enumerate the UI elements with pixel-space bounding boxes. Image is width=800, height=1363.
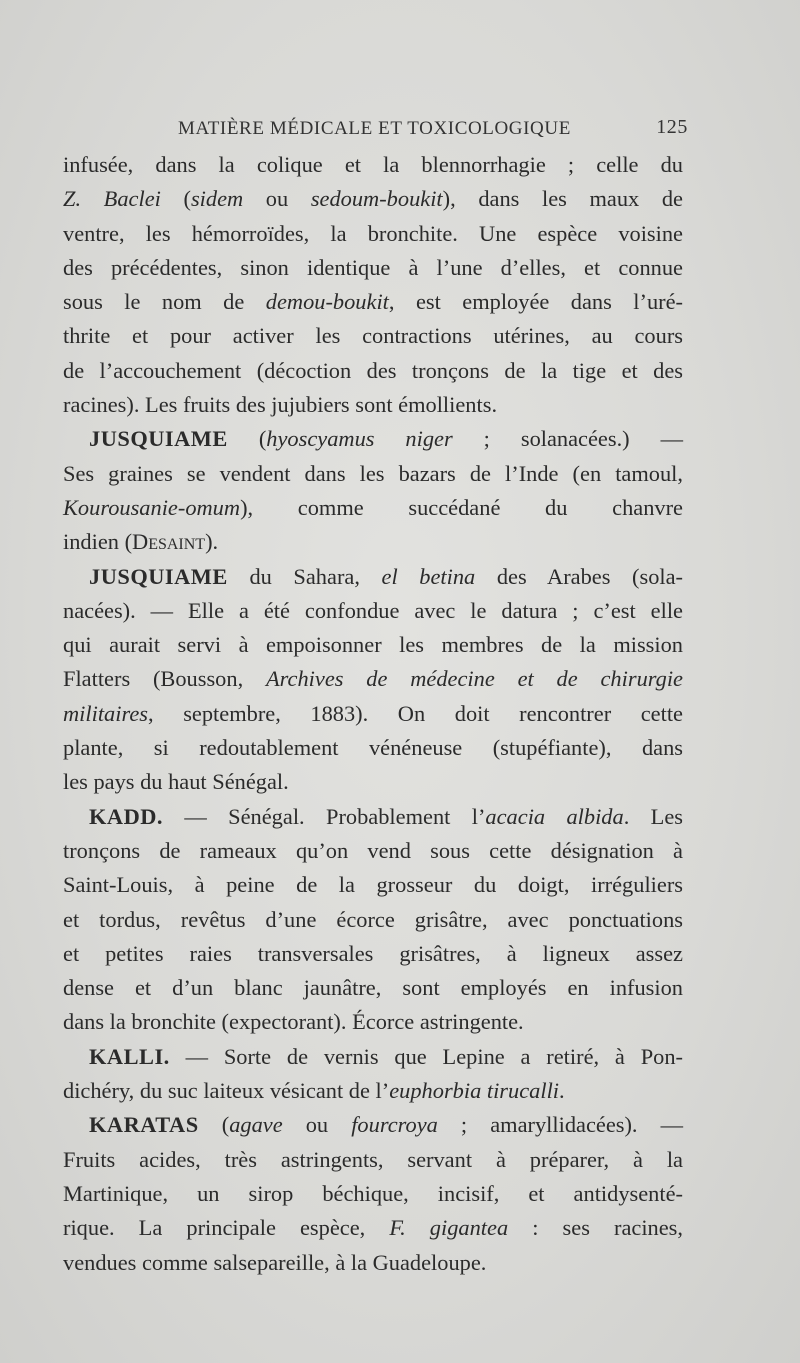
entry-headword: KADD.	[89, 803, 164, 829]
text-line: et tordus, revêtus d’une écorce grisâtre, avec ponctuations	[63, 906, 683, 932]
text-line: Kourousanie-omum), comme succédané du chanvre	[63, 494, 683, 520]
entry-headword: KARATAS	[89, 1112, 199, 1138]
text-line: plante, si redoutablement vénéneuse (stupéfiante), dans	[63, 735, 683, 761]
text-line: nacées). — Elle a été confondue avec le datura ; c’est elle	[63, 597, 683, 623]
entry-jusquiame-sahara: JUSQUIAME du Sahara, el betina des Arabes (sola-	[89, 563, 684, 589]
entry-headword: KALLI.	[89, 1043, 170, 1069]
entry-headword: JUSQUIAME	[89, 426, 228, 452]
text-line: militaires, septembre, 1883). On doit rencontrer cette	[63, 700, 683, 726]
text-line: dichéry, du suc laiteux vésicant de l’euphorbia tirucalli.	[63, 1078, 565, 1104]
entry-kadd: KADD. — Sénégal. Probablement l’acacia albida. Les	[89, 803, 683, 829]
entry-karatas: KARATAS (agave ou fourcroya ; amaryllidacées). —	[89, 1112, 683, 1138]
text-line: Z. Baclei (sidem ou sedoum-boukit), dans les maux de	[63, 186, 683, 212]
text-line: dense et d’un blanc jaunâtre, sont employés en infusion	[63, 975, 683, 1001]
text-line: rique. La principale espèce, F. gigantea : ses racines,	[63, 1215, 683, 1241]
entry-headword: JUSQUIAME	[89, 563, 228, 589]
text-line: les pays du haut Sénégal.	[63, 769, 289, 795]
text-line: Martinique, un sirop béchique, incisif, et antidysenté-	[63, 1180, 683, 1206]
text-line: infusée, dans la colique et la blennorrhagie ; celle du	[63, 152, 683, 177]
text-line: des précédentes, sinon identique à l’une d’elles, et connue	[63, 254, 683, 280]
text-line: Flatters (Bousson, Archives de médecine et de chirurgie	[63, 666, 683, 692]
text-line: thrite et pour activer les contractions utérines, au cours	[63, 323, 683, 349]
running-head	[178, 118, 688, 140]
text-line: ventre, les hémorroïdes, la bronchite. Une espèce voisine	[63, 220, 683, 246]
text-line: Saint-Louis, à peine de la grosseur du doigt, irréguliers	[63, 872, 683, 898]
text-line: Fruits acides, très astringents, servant à préparer, à la	[63, 1146, 683, 1172]
text-line: de l’accouchement (décoction des tronçons de la tige et des	[63, 357, 683, 383]
text-line: racines). Les fruits des jujubiers sont émollients.	[63, 392, 498, 418]
text-line: qui aurait servi à empoisonner les membres de la mission	[63, 632, 683, 658]
entry-jusquiame: JUSQUIAME (hyoscyamus niger ; solanacées.) —	[89, 426, 683, 452]
text-line: et petites raies transversales grisâtres, à ligneux assez	[63, 940, 683, 966]
text-line: Ses graines se vendent dans les bazars de l’Inde (en tamoul,	[63, 460, 683, 486]
page-number: 125	[656, 116, 688, 138]
text-line: vendues comme salsepareille, à la Guadeloupe.	[63, 1249, 487, 1275]
text-line: indien (Desaint).	[63, 529, 219, 555]
body-text	[63, 148, 683, 1280]
text-line: sous le nom de demou-boukit, est employée dans l’uré-	[63, 289, 683, 315]
text-line: tronçons de rameaux qu’on vend sous cette désignation à	[63, 837, 683, 863]
running-head-title: MATIÈRE MÉDICALE ET TOXICOLOGIQUE	[178, 118, 571, 139]
text-line: dans la bronchite (expectorant). Écorce astringente.	[63, 1009, 524, 1035]
entry-kalli: KALLI. — Sorte de vernis que Lepine a retiré, à Pon-	[89, 1043, 683, 1069]
